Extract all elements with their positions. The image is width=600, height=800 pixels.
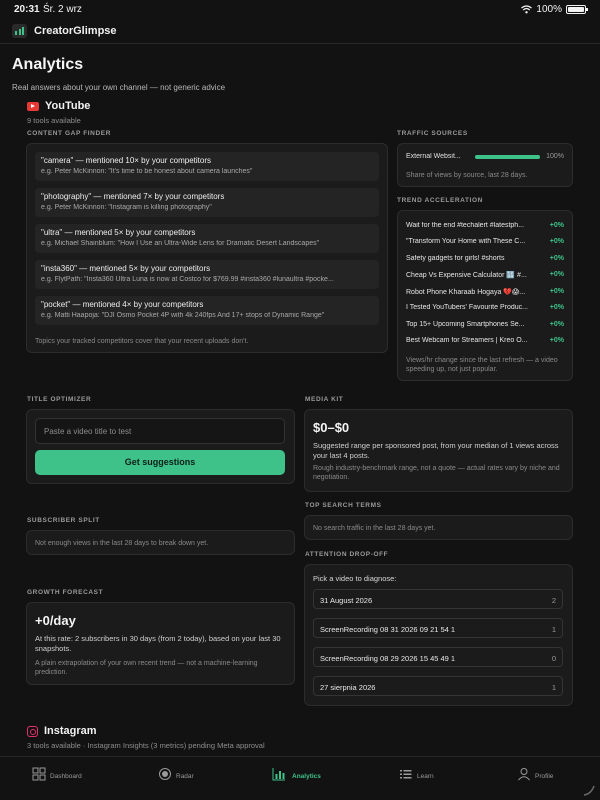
gap-item[interactable] <box>35 188 379 217</box>
trend-row[interactable] <box>406 288 564 300</box>
youtube-icon <box>27 102 39 111</box>
app-name: CreatorGlimpse <box>34 25 117 37</box>
app-logo-icon <box>12 24 27 38</box>
wifi-icon <box>521 5 532 14</box>
trend-value: +0% <box>549 304 564 311</box>
video-option-count: 1 <box>551 683 556 692</box>
battery-icon <box>566 5 586 14</box>
tab-label: Radar <box>176 773 194 780</box>
trend-title: Cheap Vs Expensive Calculator 🔢 #... <box>406 272 527 279</box>
tab-learn[interactable] <box>399 757 519 800</box>
trend-row[interactable] <box>406 222 564 234</box>
tab-label: Dashboard <box>50 773 82 780</box>
gap-item-title: "camera" — mentioned 10× by your competitors <box>41 156 211 165</box>
trend-row[interactable] <box>406 337 564 349</box>
title-input[interactable]: Paste a video title to test <box>35 418 285 444</box>
gap-note: Topics your tracked competitors cover that your recent uploads don't. <box>35 338 249 345</box>
top-search-terms-card <box>304 515 573 540</box>
traffic-source-name: External Websit... <box>406 153 461 160</box>
trend-row[interactable] <box>406 271 564 283</box>
status-date: Śr. 2 wrz <box>43 4 82 15</box>
trend-acceleration-label: TREND ACCELERATION <box>397 197 483 204</box>
instagram-title: Instagram <box>44 725 97 737</box>
video-option[interactable] <box>313 589 563 609</box>
subscriber-split-empty: Not enough views in the last 28 days to break down yet. <box>35 540 209 547</box>
traffic-note: Share of views by source, last 28 days. <box>406 172 528 179</box>
trend-row[interactable] <box>406 255 564 267</box>
trend-value: +0% <box>549 288 564 295</box>
traffic-bar-track <box>475 155 540 159</box>
page-subtitle: Real answers about your own channel — not generic advice <box>12 83 226 92</box>
trend-value: +0% <box>549 238 564 245</box>
app-bar <box>0 20 600 44</box>
video-option-count: 0 <box>551 654 556 663</box>
video-option[interactable] <box>313 618 563 638</box>
media-kit-card <box>304 409 573 492</box>
attention-prompt: Pick a video to diagnose: <box>313 574 397 583</box>
gap-item-title: "pocket" — mentioned 4× by your competitors <box>41 300 204 309</box>
trend-title: Top 15+ Upcoming Smartphones Se... <box>406 321 525 328</box>
trend-value: +0% <box>549 222 564 229</box>
growth-forecast-card <box>26 602 295 685</box>
instagram-icon <box>27 726 38 737</box>
tab-label: Learn <box>417 773 434 780</box>
person-icon <box>517 767 531 781</box>
subscriber-split-label: SUBSCRIBER SPLIT <box>27 517 100 524</box>
status-right <box>521 4 586 15</box>
trend-row[interactable] <box>406 238 564 250</box>
video-option-name: ScreenRecording 08 31 2026 09 21 54 1 <box>320 625 456 634</box>
growth-forecast-label: GROWTH FORECAST <box>27 589 104 596</box>
media-kit-desc: Suggested range per sponsored post, from your median of 1 views across your last 4 posts. <box>313 441 559 461</box>
gap-item-example: e.g. Matti Haapoja: "DJI Osmo Pocket 4P with 4k 240fps And 17+ stops of Dynamic Range" <box>41 312 325 319</box>
media-kit-note: Rough industry-benchmark range, not a quote — actual rates vary by niche and negotiation. <box>313 465 560 482</box>
tab-label: Analytics <box>292 773 321 780</box>
content-gap-label: CONTENT GAP FINDER <box>27 130 111 137</box>
attention-dropoff-card <box>304 564 573 706</box>
growth-note: A plain extrapolation of your own recent trend — not a machine-learning prediction. <box>35 660 258 677</box>
battery-percent: 100% <box>536 4 562 15</box>
video-option[interactable] <box>313 676 563 696</box>
trend-row[interactable] <box>406 321 564 333</box>
trend-title: I Tested YouTubers' Favourite Produc... <box>406 304 528 311</box>
video-option-count: 1 <box>551 625 556 634</box>
gap-item[interactable] <box>35 152 379 181</box>
trend-value: +0% <box>549 255 564 262</box>
radar-icon <box>158 767 172 781</box>
growth-desc: At this rate: 2 subscribers in 30 days (from 2 today), based on your last 30 snapshots. <box>35 634 281 654</box>
trend-value: +0% <box>549 271 564 278</box>
title-optimizer-card <box>26 409 295 484</box>
status-time: 20:31 <box>14 4 40 15</box>
bar-chart-icon <box>272 767 286 781</box>
subscriber-split-card <box>26 530 295 555</box>
title-optimizer-label: TITLE OPTIMIZER <box>27 396 92 403</box>
attention-dropoff-label: ATTENTION DROP-OFF <box>305 551 389 558</box>
video-option-name: ScreenRecording 08 29 2026 15 45 49 1 <box>320 654 456 663</box>
trend-value: +0% <box>549 337 564 344</box>
tab-bar <box>0 756 600 800</box>
grid-icon <box>32 767 46 781</box>
trend-title: Best Webcam for Streamers | Kreo O... <box>406 337 528 344</box>
page-title: Analytics <box>12 56 84 73</box>
trend-acceleration-card <box>397 210 573 381</box>
instagram-header <box>27 725 97 737</box>
trend-row[interactable] <box>406 304 564 316</box>
search-terms-empty: No search traffic in the last 28 days yet. <box>313 525 436 532</box>
video-option-count: 2 <box>551 596 556 605</box>
tab-analytics[interactable] <box>272 757 392 800</box>
tab-dashboard[interactable] <box>32 757 152 800</box>
top-search-terms-label: TOP SEARCH TERMS <box>305 502 382 509</box>
gap-item-example: e.g. Peter McKinnon: "Instagram is killing photography" <box>41 204 212 211</box>
tab-label: Profile <box>535 773 554 780</box>
media-kit-label: MEDIA KIT <box>305 396 344 403</box>
youtube-title: YouTube <box>45 100 91 112</box>
trend-note: Views/hr change since the last refresh — a video speeding up, not just popular. <box>406 357 558 374</box>
get-suggestions-button[interactable]: Get suggestions <box>35 450 285 475</box>
youtube-header <box>27 100 90 112</box>
gap-item[interactable] <box>35 224 379 253</box>
trend-title: Safety gadgets for girls! #shorts <box>406 255 505 262</box>
video-option-name: 31 August 2026 <box>320 596 373 605</box>
list-icon <box>399 767 413 781</box>
gap-item-example: e.g. Michael Shainblum: "How I Use an Ultra-Wide Lens for Dramatic Desert Landscapes" <box>41 240 320 247</box>
status-bar <box>0 0 600 20</box>
trend-title: Robot Phone Kharaab Hogaya 💔😱... <box>406 289 526 296</box>
gap-item[interactable] <box>35 296 379 325</box>
gap-item-example: e.g. Peter McKinnon: "It's time to be honest about camera launches" <box>41 168 253 175</box>
traffic-sources-label: TRAFFIC SOURCES <box>397 130 468 137</box>
media-kit-value: $0–$0 <box>313 420 350 435</box>
trend-value: +0% <box>549 321 564 328</box>
gap-item-example: e.g. FlytPath: "Insta360 Ultra Luna is now at Costco for $769.99 #insta360 #lunaultra #pocke... <box>41 276 334 283</box>
gap-item-title: "ultra" — mentioned 5× by your competitors <box>41 228 196 237</box>
resize-corner-icon <box>582 783 596 797</box>
growth-value: +0/day <box>35 613 76 628</box>
video-option[interactable] <box>313 647 563 667</box>
trend-title: "Transform Your Home with These C... <box>406 238 526 245</box>
tab-radar[interactable] <box>158 757 278 800</box>
content-gap-card <box>26 143 388 353</box>
gap-item[interactable] <box>35 260 379 289</box>
traffic-percent: 100% <box>546 153 564 160</box>
instagram-tools-count: 3 tools available · Instagram Insights (3 metrics) pending Meta approval <box>27 741 265 750</box>
traffic-sources-card <box>397 143 573 187</box>
gap-item-title: "photography" — mentioned 7× by your competitors <box>41 192 225 201</box>
traffic-bar-fill <box>475 155 540 159</box>
trend-title: Wait for the end #techalert #latestph... <box>406 222 525 229</box>
youtube-tools-count: 9 tools available <box>27 116 81 125</box>
video-option-name: 27 sierpnia 2026 <box>320 683 376 692</box>
gap-item-title: "insta360" — mentioned 5× by your competitors <box>41 264 211 273</box>
